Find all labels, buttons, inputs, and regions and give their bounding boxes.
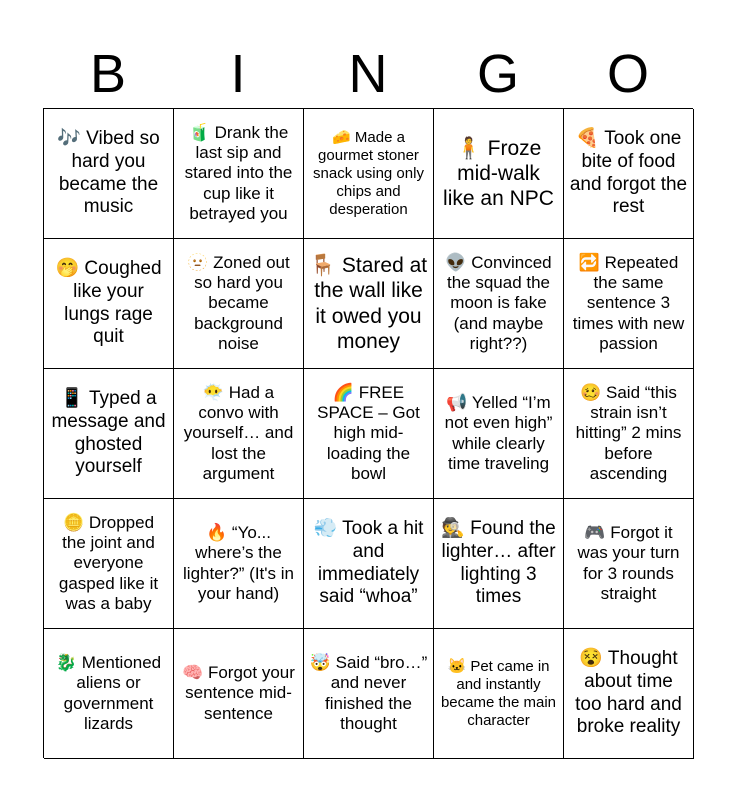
cell-text: 😵 Thought about time too hard and broke reality bbox=[575, 647, 682, 738]
cell-text: 🎶 Vibed so hard you became the music bbox=[57, 127, 160, 218]
bingo-cell-2-1[interactable] bbox=[44, 239, 174, 369]
bingo-cell-2-2[interactable] bbox=[174, 239, 304, 369]
header-letter-n: N bbox=[348, 44, 388, 104]
cell-text: 🔥 “Yo... where’s the lighter?” (It's in your hand) bbox=[183, 522, 294, 603]
cell-text: 🕵️ Found the lighter… after lighting 3 times bbox=[441, 517, 556, 608]
bingo-cell-1-1[interactable] bbox=[44, 109, 174, 239]
bingo-cell-2-5[interactable] bbox=[564, 239, 694, 369]
bingo-cell-3-5[interactable] bbox=[564, 369, 694, 499]
bingo-header bbox=[43, 40, 693, 108]
bingo-cell-5-5[interactable] bbox=[564, 629, 694, 759]
cell-text: 🤯 Said “bro…” and never finished the thought bbox=[309, 652, 428, 733]
bingo-cell-4-4[interactable] bbox=[434, 499, 564, 629]
cell-text: 🔁 Repeated the same sentence 3 times with new passion bbox=[572, 252, 685, 354]
cell-text: 🤭 Coughed like your lungs rage quit bbox=[55, 257, 162, 348]
cell-text: 🌈 FREE SPACE – Got high mid-loading the bowl bbox=[317, 382, 420, 484]
bingo-cell-5-2[interactable] bbox=[174, 629, 304, 759]
bingo-cell-2-4[interactable] bbox=[434, 239, 564, 369]
cell-text: 🥴 Said “this strain isn’t hitting” 2 mins before ascending bbox=[575, 382, 682, 484]
cell-text: 📱 Typed a message and ghosted yourself bbox=[51, 387, 166, 478]
header-letter-i: I bbox=[230, 44, 246, 104]
bingo-cell-3-1[interactable] bbox=[44, 369, 174, 499]
bingo-cell-3-2[interactable] bbox=[174, 369, 304, 499]
cell-text: 🐉 Mentioned aliens or government lizards bbox=[55, 652, 162, 733]
bingo-cell-1-3[interactable] bbox=[304, 109, 434, 239]
cell-text: 🪑 Stared at the wall like it owed you money bbox=[309, 254, 428, 353]
bingo-cell-4-3[interactable] bbox=[304, 499, 434, 629]
bingo-cell-1-5[interactable] bbox=[564, 109, 694, 239]
bingo-cell-1-4[interactable] bbox=[434, 109, 564, 239]
cell-text: 🍕 Took one bite of food and forgot the rest bbox=[569, 127, 688, 218]
cell-text: 📢 Yelled “I’m not even high” while clearly time traveling bbox=[444, 392, 553, 473]
cell-text: 🧀 Made a gourmet stoner snack using only chips and desperation bbox=[313, 128, 424, 218]
bingo-cell-4-5[interactable] bbox=[564, 499, 694, 629]
cell-text: 🫥 Zoned out so hard you became background noise bbox=[187, 252, 290, 354]
cell-text: 🎮 Forgot it was your turn for 3 rounds straight bbox=[577, 522, 680, 603]
cell-text: 😶‍🌫️ Had a convo with yourself… and lost the argument bbox=[183, 382, 294, 484]
header-letter-g: G bbox=[476, 44, 519, 104]
cell-text: 🧃 Drank the last sip and stared into the cup like it betrayed you bbox=[184, 122, 293, 224]
cell-text: 🪙 Dropped the joint and everyone gasped like it was a baby bbox=[58, 512, 159, 614]
bingo-cell-5-1[interactable] bbox=[44, 629, 174, 759]
cell-text: 🐱 Pet came in and instantly became the main character bbox=[440, 657, 557, 729]
bingo-cell-4-1[interactable] bbox=[44, 499, 174, 629]
header-letter-o: O bbox=[606, 44, 649, 104]
bingo-cell-4-2[interactable] bbox=[174, 499, 304, 629]
cell-text: 👽 Convinced the squad the moon is fake (and maybe right??) bbox=[445, 252, 552, 354]
bingo-grid bbox=[43, 108, 693, 758]
cell-text: 🧠 Forgot your sentence mid-sentence bbox=[182, 662, 295, 723]
bingo-cell-5-4[interactable] bbox=[434, 629, 564, 759]
bingo-cell-5-3[interactable] bbox=[304, 629, 434, 759]
cell-text: 💨 Took a hit and immediately said “whoa” bbox=[313, 517, 424, 608]
cell-text: 🧍 Froze mid-walk like an NPC bbox=[443, 136, 554, 211]
bingo-cell-3-4[interactable] bbox=[434, 369, 564, 499]
bingo-cell-3-3[interactable] bbox=[304, 369, 434, 499]
bingo-cell-2-3[interactable] bbox=[304, 239, 434, 369]
bingo-cell-1-2[interactable] bbox=[174, 109, 304, 239]
header-letter-b: B bbox=[89, 44, 127, 104]
